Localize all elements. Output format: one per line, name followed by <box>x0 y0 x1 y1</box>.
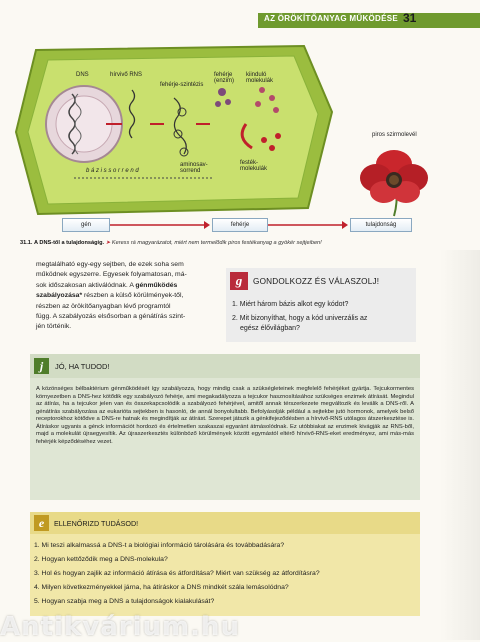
flow-gene: gén <box>62 218 110 232</box>
label-raw-material: kiinduló molekulák <box>246 72 274 84</box>
label-mrna: hírvivő RNS <box>110 72 143 78</box>
good-to-know-box <box>30 354 420 500</box>
molecule <box>259 87 265 93</box>
key-term: génműködés <box>135 281 178 289</box>
body-text-span: részben a külső körülmények-től, <box>84 292 184 300</box>
body-line: megtalálható egy-egy sejtben, de ezek soha sem <box>36 261 184 268</box>
caption-arrow-icon: ➤ <box>105 240 111 246</box>
good-to-know-text: A közönséges bélbaktérium génműködését így szabályozza, hogy mindig csak a szükségleteinek megfelelő fehérjéket gyártja. Tejcukormentes környezetben a DNS-hez kötődik egy szabályozó fehérje, ami megakadályozza a tejcukor hasznosításához szükséges enzimek átírását. Megindul az átírás, ha a tejcukor jelen van és összekapcsolódik a szabályozó fehérjével, amitől annak térszerkezete megváltozik és leválik a DNS-ről. A génátírás szabályozása az eukarióta sejtekben is hasonló, de annál bonyolultabb. Befolyásolják például a sejtekbe jutó hormonok, amelyek belső receptorokhoz kötődve a DNS-re hatnak és megindítják az átírást. Szerepet játszik a génkifejeződésben a hírvivő-RNS utólagos átszerkesztése is. Átíráskor ugyanis a génck információt hordozó és értelmetlen szakaszai egyaránt átmásolódnak. Ez utóbbiakat az enzimek kivágják az RNS-ből, majd a molekulát újraegyesítik. Az újraszerkesztés különböző körülmények között egymástól eltérő hírvivő-RNS-eket eredményez, ami más-más fehérjék képződéséhez vezet. <box>36 386 414 445</box>
check-question: 4. Milyen következményekkel járna, ha átíráskor a DNS mindkét szála lemásolódna? <box>34 584 289 591</box>
body-paragraph <box>36 260 220 333</box>
think-badge-icon: g <box>230 272 248 290</box>
pigment <box>275 133 281 139</box>
figure-caption <box>20 240 470 246</box>
flow-protein: fehérje <box>212 218 268 232</box>
check-question: 5. Hogyan szabja meg a DNS a tulajdonságok kialakulását? <box>34 598 215 605</box>
nucleus-inner <box>56 96 112 152</box>
good-to-know-title: JÓ, HA TUDOD! <box>55 362 110 371</box>
label-ribosome: fehérje-szintézis <box>160 82 204 88</box>
caption-title: A DNS-től a tulajdonságig. <box>34 240 105 246</box>
enzyme <box>218 88 226 96</box>
label-protein: fehérje (enzim) <box>214 72 235 84</box>
chapter-title: AZ ÖRÖKÍTŐANYAG MŰKÖDÉSE <box>264 14 399 23</box>
molecule <box>255 101 261 107</box>
label-base-sequence: b á z i s s o r r e n d <box>86 168 139 174</box>
check-knowledge-title: ELLENŐRIZD TUDÁSOD! <box>54 519 139 528</box>
arrow-icon <box>110 221 210 229</box>
check-question: 2. Hogyan kettőződik meg a DNS-molekula? <box>34 556 168 563</box>
check-knowledge-box <box>30 512 420 616</box>
think-question-2-cont: egész élővilágban? <box>240 325 300 332</box>
think-title: GONDOLKOZZ ÉS VÁLASZOLJ! <box>253 277 380 286</box>
body-line: működnek egyszerre. Egyesek folyamatosan, má- <box>36 271 187 279</box>
caption-number: 31.1. <box>20 240 33 246</box>
pigment <box>269 145 275 151</box>
arrow-icon <box>268 221 348 229</box>
enzyme <box>225 99 231 105</box>
check-question: 1. Mi teszi alkalmassá a DNS-t a biológiai információ tárolására és továbbadására? <box>34 542 285 549</box>
cell-illustration <box>14 42 334 220</box>
flower-icon <box>354 138 434 218</box>
body-text-span: sok időszakosan aktiválódnak. A <box>36 281 134 289</box>
enzyme <box>215 101 221 107</box>
caption-task: Keress rá magyarázatot, miért nem termelődik piros festékanyag a gyökér sejtjeiben! <box>111 240 322 246</box>
think-and-answer-box <box>226 268 416 342</box>
think-question-2: 2. Mit bizonyíthat, hogy a kód univerzális az <box>232 315 368 322</box>
think-question-1: 1. Miért három bázis alkot egy kódot? <box>232 301 349 308</box>
page-edge-shadow <box>440 250 480 640</box>
body-line: függ. A szabályozás elsősorban a génátírás szint- <box>36 313 186 321</box>
body-line: részben az örökítőanyagban lévő programtól <box>36 302 171 310</box>
good-to-know-badge-icon: j <box>34 358 49 374</box>
check-question: 3. Hol és hogyan zajlik az információ átírása és átfordítása? Miért van szükség az átfordításra? <box>34 570 320 577</box>
label-pigment: festék-molekulák <box>240 160 268 172</box>
watermark: Antikvárium.hu <box>0 612 240 642</box>
molecule <box>273 107 279 113</box>
label-dna: DNS <box>76 72 89 78</box>
flower-center-ring <box>389 175 399 185</box>
pigment <box>261 137 267 143</box>
key-term: szabályozása* <box>36 292 83 300</box>
molecule <box>269 95 275 101</box>
check-knowledge-badge-icon: e <box>34 515 49 531</box>
body-line <box>36 281 220 291</box>
label-amino-acids: aminosav-sorrend <box>180 162 208 174</box>
cell-diagram <box>14 42 334 220</box>
page-number: 31 <box>403 11 417 25</box>
body-line <box>36 291 220 301</box>
label-flower: piros szirmolevél <box>372 132 417 138</box>
body-line: jén történik. <box>36 323 72 331</box>
flow-trait: tulajdonság <box>350 218 412 232</box>
